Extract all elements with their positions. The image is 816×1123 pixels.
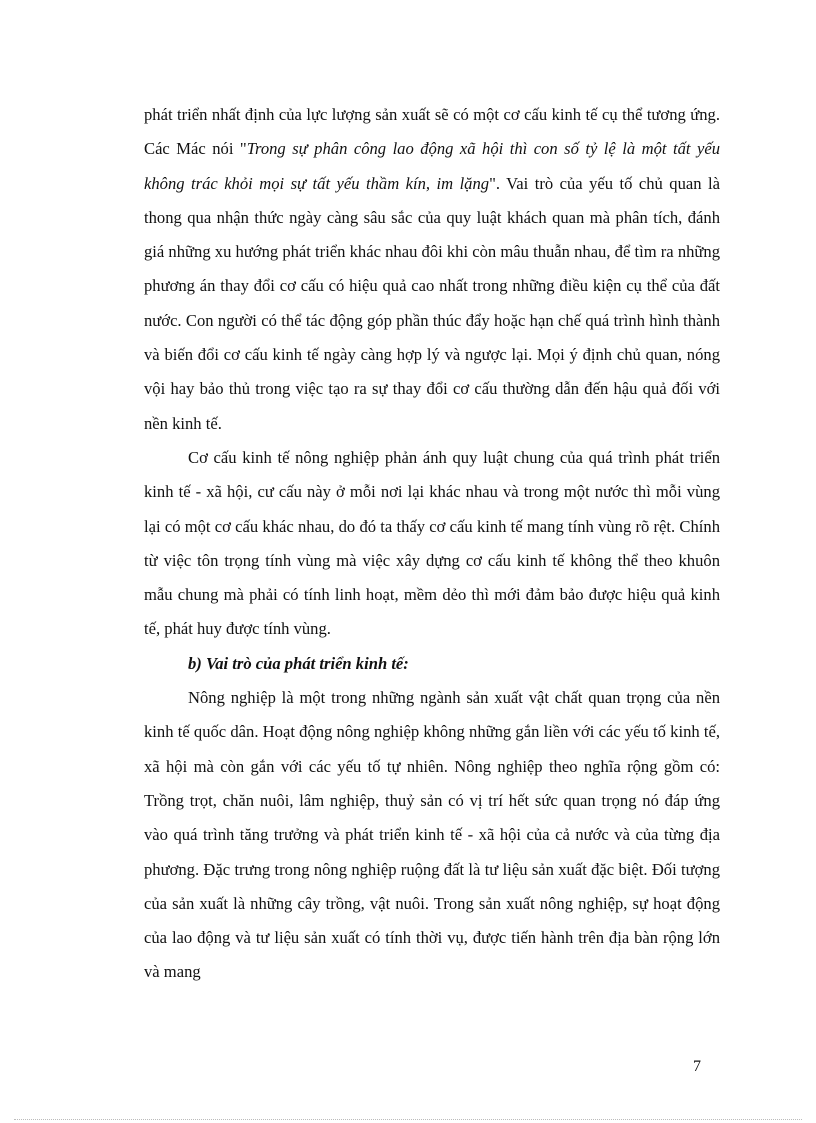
paragraph-2: Cơ cấu kinh tế nông nghiệp phản ánh quy luật chung của quá trình phát triển kinh tế - xã hội, cư cấu này ở mỗi nơi lại khác nhau và trong một nước thì mỗi vùng lại có một cơ cấu khác nhau, do đó ta thấy cơ cấu kinh tế mang tính vùng rõ rệt. Chính từ việc tôn trọng tính vùng mà việc xây dựng cơ cấu kinh tế không thể theo khuôn mẫu chung mà phải có tính linh hoạt, mềm dẻo thì mới đảm bảo được hiệu quả kinh tế, phát huy được tính vùng. xyxy=(144,447,720,639)
marx-quote: Trong sự phân công lao động xã hội thì con số tỷ lệ là một tất yếu không trác khỏi mọi sự tất yếu thầm kín, im lặng xyxy=(144,139,720,193)
paragraph-3: Nông nghiệp là một trong những ngành sản xuất vật chất quan trọng của nền kinh tế quốc dân. Hoạt động nông nghiệp không những gắn liền với các yếu tố kinh tế, xã hội mà còn gắn với các yếu tố tự nhiên. Nông nghiệp theo nghĩa rộng gồm có: Trồng trọt, chăn nuôi, lâm nghiệp, thuỷ sản có vị trí hết sức quan trọng nó đáp ứng vào quá trình tăng trưởng và phát triển kinh tế - xã hội của cả nước và của từng địa phương. Đặc trưng trong nông nghiệp ruộng đất là tư liệu sản xuất đặc biệt. Đối tượng của sản xuất là những cây trồng, vật nuôi. Trong sản xuất nông nghiệp, sự hoạt động của lao động và tư liệu sản xuất có tính thời vụ, được tiến hành trên địa bàn rộng lớn và mang xyxy=(144,688,720,982)
footer-divider xyxy=(14,1119,802,1120)
paragraph-1-text-after: ". Vai trò của yếu tố chủ quan là thong qua nhận thức ngày càng sâu sắc của quy luật khách quan mà phân tích, đánh giá những xu hướng phát triển khác nhau đôi khi còn mâu thuẫn nhau, để tìm ra những phương án thay đổi cơ cấu có hiệu quả cao nhất trong những điều kiện cụ thể của đất nước. Con người có thể tác động góp phần thúc đẩy hoặc hạn chế quá trình hình thành và biến đổi cơ cấu kinh tế ngày càng hợp lý và ngược lại. Mọi ý định chủ quan, nóng vội hay bảo thủ trong việc tạo ra sự thay đổi cơ cấu thường dẫn đến hậu quả đối với nền kinh tế. xyxy=(144,173,720,433)
body-text xyxy=(144,98,720,990)
paragraph-1-text-before: phát triển nhất định của lực lượng sản xuất sẽ có một cơ cấu kinh tế cụ thể tương ứng. Các Mác nói " xyxy=(144,105,720,159)
paragraph-1 xyxy=(144,98,720,441)
page-number: 7 xyxy=(693,1058,701,1075)
section-heading: b) Vai trò của phát triển kinh tế: xyxy=(188,653,409,673)
